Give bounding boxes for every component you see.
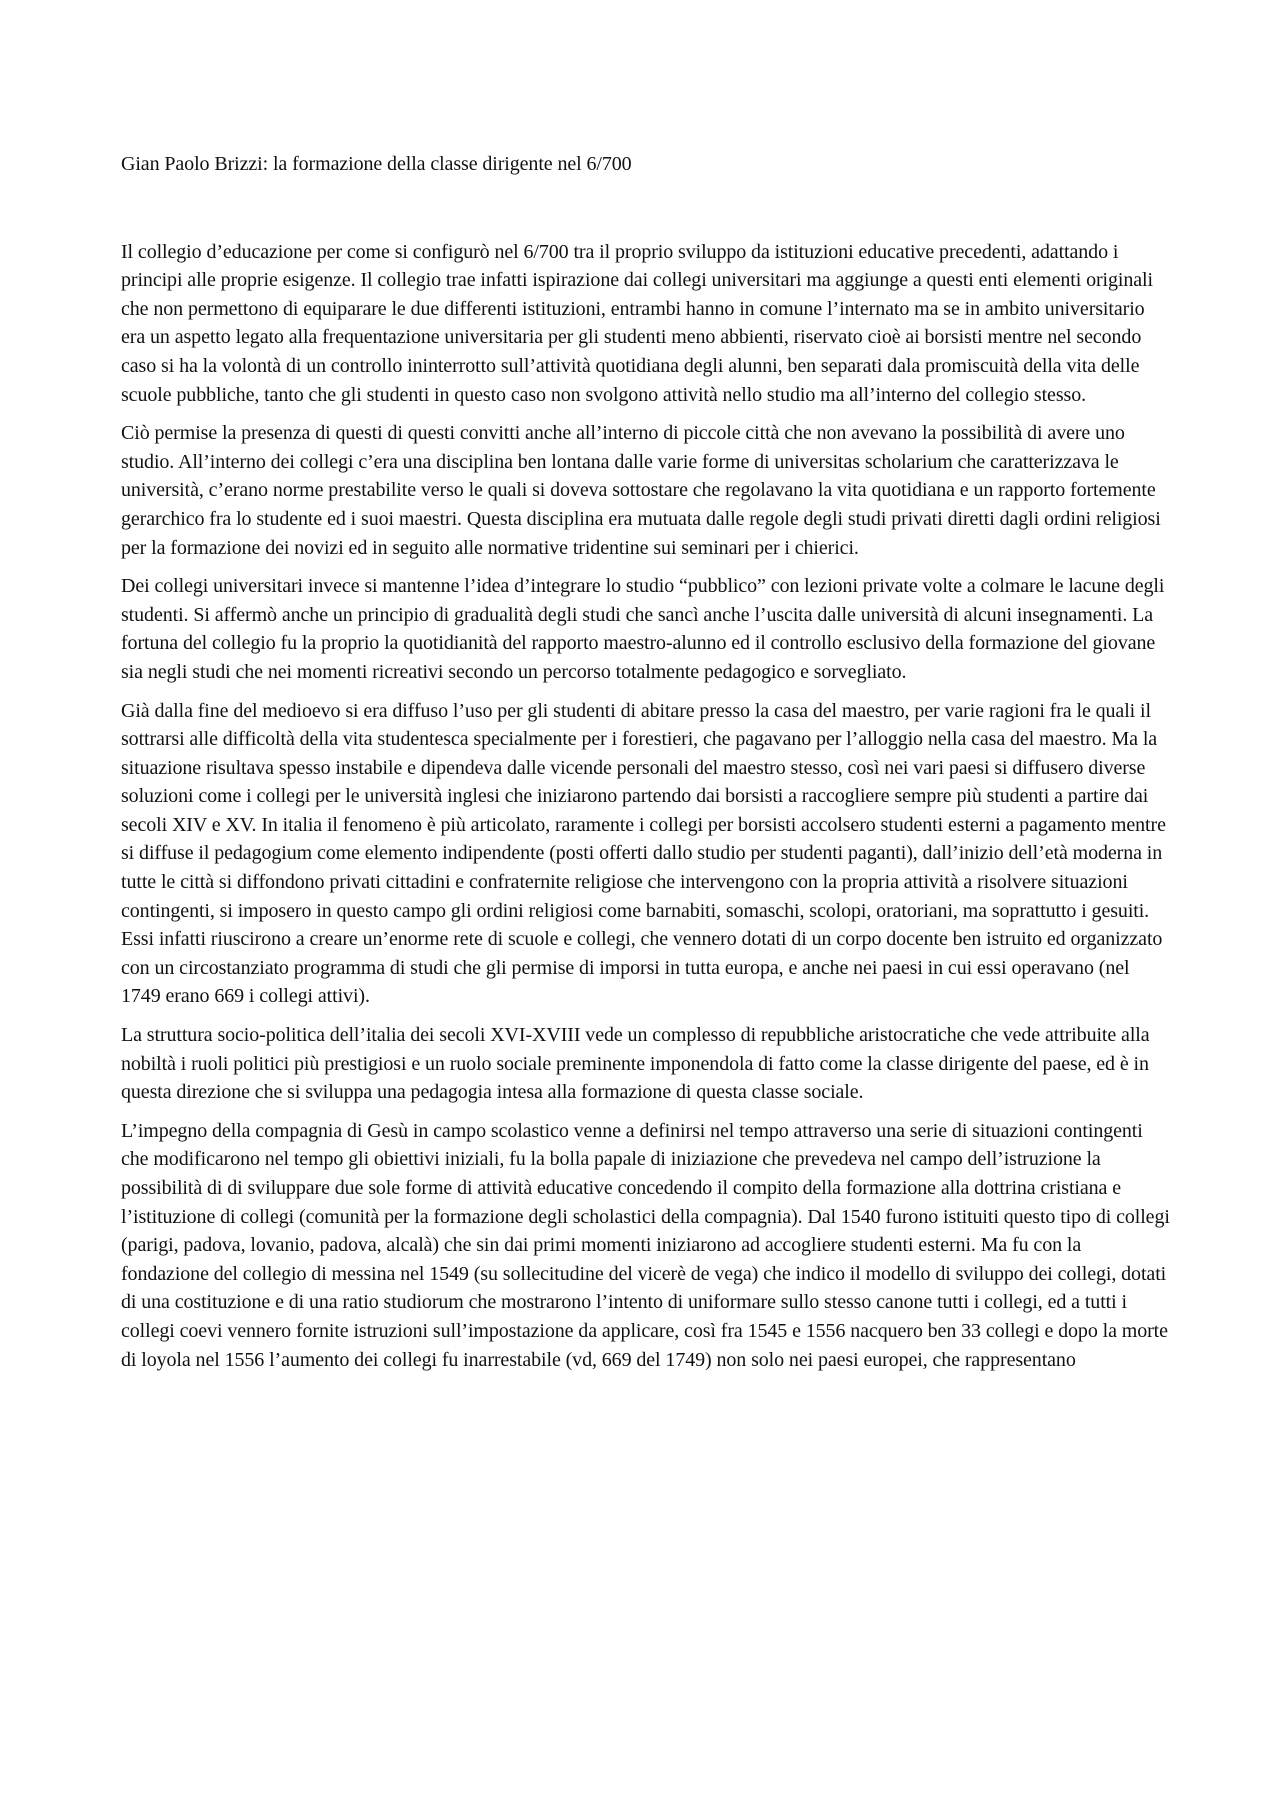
paragraph: L’impegno della compagnia di Gesù in campo scolastico venne a definirsi nel tempo attraverso una serie di situazioni contingenti che modificarono nel tempo gli obiettivi iniziali, fu la bolla papale di iniziazione che prevedeva nel campo dell’istruzione la possibilità di di sviluppare due sole forme di attività educative concedendo il compito della formazione alla dottrina cristiana e l’istituzione di collegi (comunità per la formazione degli scholastici della compagnia). Dal 1540 furono istituiti questo tipo di collegi (parigi, padova, lovanio, padova, alcalà) che sin dai primi momenti iniziarono ad accogliere studenti esterni. Ma fu con la fondazione del collegio di messina nel 1549 (su sollecitudine del vicerè de vega) che indico il modello di sviluppo dei collegi, dotati di una costituzione e di una ratio studiorum che mostrarono l’intento di uniformare sullo stesso canone tutti i collegi, ed a tutti i collegi coevi vennero fornite istruzioni sull’impostazione da applicare, così fra 1545 e 1556 nacquero ben 33 collegi e dopo la morte di loyola nel 1556 l’aumento dei collegi fu inarrestabile (vd, 669 del 1749) non solo nei paesi europei, che rappresentano	[121, 1119, 1170, 1371]
document-title: Gian Paolo Brizzi: la formazione della classe dirigente nel 6/700	[121, 153, 632, 175]
paragraph: Il collegio d’educazione per come si configurò nel 6/700 tra il proprio sviluppo da istituzioni educative precedenti, adattando i principi alle proprie esigenze. Il collegio trae infatti ispirazione dai collegi universitari ma aggiunge a questi enti elementi originali che non permettono di equiparare le due differenti istituzioni, entrambi hanno in comune l’internato ma se in ambito universitario era un aspetto legato alla frequentazione universitaria per gli studenti meno abbienti, riservato cioè ai borsisti mentre nel secondo caso si ha la volontà di un controllo ininterrotto sull’attività quotidiana degli alunni, ben separati dala promiscuità della vita delle scuole pubbliche, tanto che gli studenti in questo caso non svolgono attività nello studio ma all’interno del collegio stesso.	[121, 240, 1153, 406]
paragraph: Dei collegi universitari invece si mantenne l’idea d’integrare lo studio “pubblico” con lezioni private volte a colmare le lacune degli studenti. Si affermò anche un principio di gradualità degli studi che sancì anche l’uscita dalle università di alcuni insegnamenti. La fortuna del collegio fu la proprio la quotidianità del rapporto maestro-alunno ed il controllo esclusivo della formazione del giovane sia negli studi che nei momenti ricreativi secondo un percorso totalmente pedagogico e sorvegliato.	[121, 575, 1165, 683]
paragraph: La struttura socio-politica dell’italia dei secoli XVI-XVIII vede un complesso di repubbliche aristocratiche che vede attribuite alla nobiltà i ruoli politici più prestigiosi e un ruolo sociale preminente imponendola di fatto come la classe dirigente del paese, ed è in questa direzione che si sviluppa una pedagogia intesa alla formazione di questa classe sociale.	[121, 1024, 1150, 1104]
paragraph: Ciò permise la presenza di questi di questi convitti anche all’interno di piccole città che non avevano la possibilità di avere uno studio. All’interno dei collegi c’era una disciplina ben lontana dalle varie forme di universitas scholarium che caratterizzava le università, c’erano norme prestabilite verso le quali si doveva sottostare che regolavano la vita quotidiana e un rapporto fortemente gerarchico fra lo studente ed i suoi maestri. Questa disciplina era mutuata dalle regole degli studi privati diretti dagli ordini religiosi per la formazione dei novizi ed in seguito alle normative tridentine sui seminari per i chierici.	[121, 422, 1161, 559]
paragraph: Già dalla fine del medioevo si era diffuso l’uso per gli studenti di abitare presso la casa del maestro, per varie ragioni fra le quali il sottrarsi alle difficoltà della vita studentesca specialmente per i forestieri, che pagavano per l’alloggio nella casa del maestro. Ma la situazione risultava spesso instabile e dipendeva dalle vicende personali del maestro stesso, così nei vari paesi si diffusero diverse soluzioni come i collegi per le università inglesi che iniziarono partendo dai borsisti a raccogliere sempre più studenti a partire dai secoli XIV e XV. In italia il fenomeno è più articolato, raramente i collegi per borsisti accolsero studenti esterni a pagamento mentre si diffuse il pedagogium come elemento indipendente (posti offerti dallo studio per studenti paganti), dall’inizio dell’età moderna in tutte le città si diffondono privati cittadini e confraternite religiose che intervengono con la propria attività a risolvere situazioni contingenti, si imposero in questo campo gli ordini religiosi come barnabiti, somaschi, scolopi, oratoriani, ma soprattutto i gesuiti. Essi infatti riuscirono a creare un’enorme rete di scuole e collegi, che vennero dotati di un corpo docente ben istruito ed organizzato con un circostanziato programma di studi che gli permise di imporsi in tutta europa, e anche nei paesi in cui essi operavano (nel 1749 erano 669 i collegi attivi).	[121, 699, 1166, 1008]
document-body	[121, 150, 1171, 1384]
